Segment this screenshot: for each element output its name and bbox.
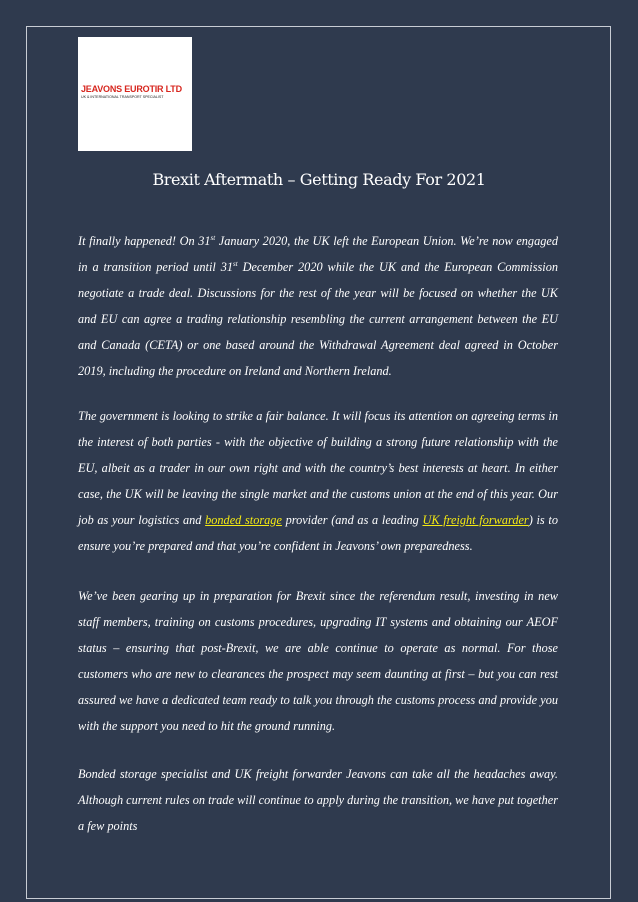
paragraph-4: Bonded storage specialist and UK freight forwarder Jeavons can take all the headaches away. Although current rules on trade will continue to apply during the transition, we have put together a few points bbox=[78, 767, 558, 833]
paragraph-2-text-a: The government is looking to strike a fair balance. It will focus its attention on agreeing terms in the interest of both parties - with the objective of building a strong future relationship with the EU, albeit as a trader in our own right and with the country’s best interests at heart. In either case, the UK will be leaving the single market and the customs union at the end of this year. Our job as your logistics and bbox=[78, 409, 558, 527]
paragraph-2-text-b: provider (and as a leading bbox=[281, 513, 423, 527]
uk-freight-forwarder-link[interactable]: UK freight forwarder bbox=[422, 513, 529, 527]
logo-tagline: UK & INTERNATIONAL TRANSPORT SPECIALIST bbox=[81, 95, 164, 99]
paragraph-2-text-c: ) is to ensure you’re prepared and that you’re confident in Jeavons’ own preparedness. bbox=[78, 513, 558, 553]
paragraph-1-text-a: It finally happened! On 31 bbox=[78, 234, 211, 248]
paragraph-2 bbox=[78, 403, 558, 559]
paragraph-1-text-c: December 2020 while the UK and the European Commission negotiate a trade deal. Discussions for the rest of the year will be focused on whether the UK and EU can agree a trading relationship resembling the current arrangement between the EU and Canada (CETA) or one based around the Withdrawal Agreement deal agreed in October 2019, including the procedure on Ireland and Northern Ireland. bbox=[78, 260, 558, 378]
company-logo bbox=[78, 37, 192, 151]
article-title: Brexit Aftermath – Getting Ready For 2021 bbox=[152, 170, 486, 189]
logo-company-name: JEAVONS EUROTIR LTD bbox=[81, 84, 182, 94]
paragraph-3: We’ve been gearing up in preparation for Brexit since the referendum result, investing in new staff members, training on customs procedures, upgrading IT systems and obtaining our AEOF status – ensuring that post-Brexit, we are able continue to operate as normal. For those customers who are new to clearances the prospect may seem daunting at first – but you can rest assured we have a dedicated team ready to talk you through the customs process and provide you with the support you need to hit the ground running. bbox=[78, 589, 558, 733]
ordinal-suffix: st bbox=[210, 233, 216, 242]
paragraph-1-text-b: January 2020, the UK left the European Union. We’re now engaged in a transition period until 31 bbox=[78, 234, 558, 274]
paragraph-1 bbox=[78, 228, 558, 384]
bonded-storage-link[interactable]: bonded storage bbox=[205, 513, 282, 527]
ordinal-suffix: st bbox=[233, 259, 238, 268]
